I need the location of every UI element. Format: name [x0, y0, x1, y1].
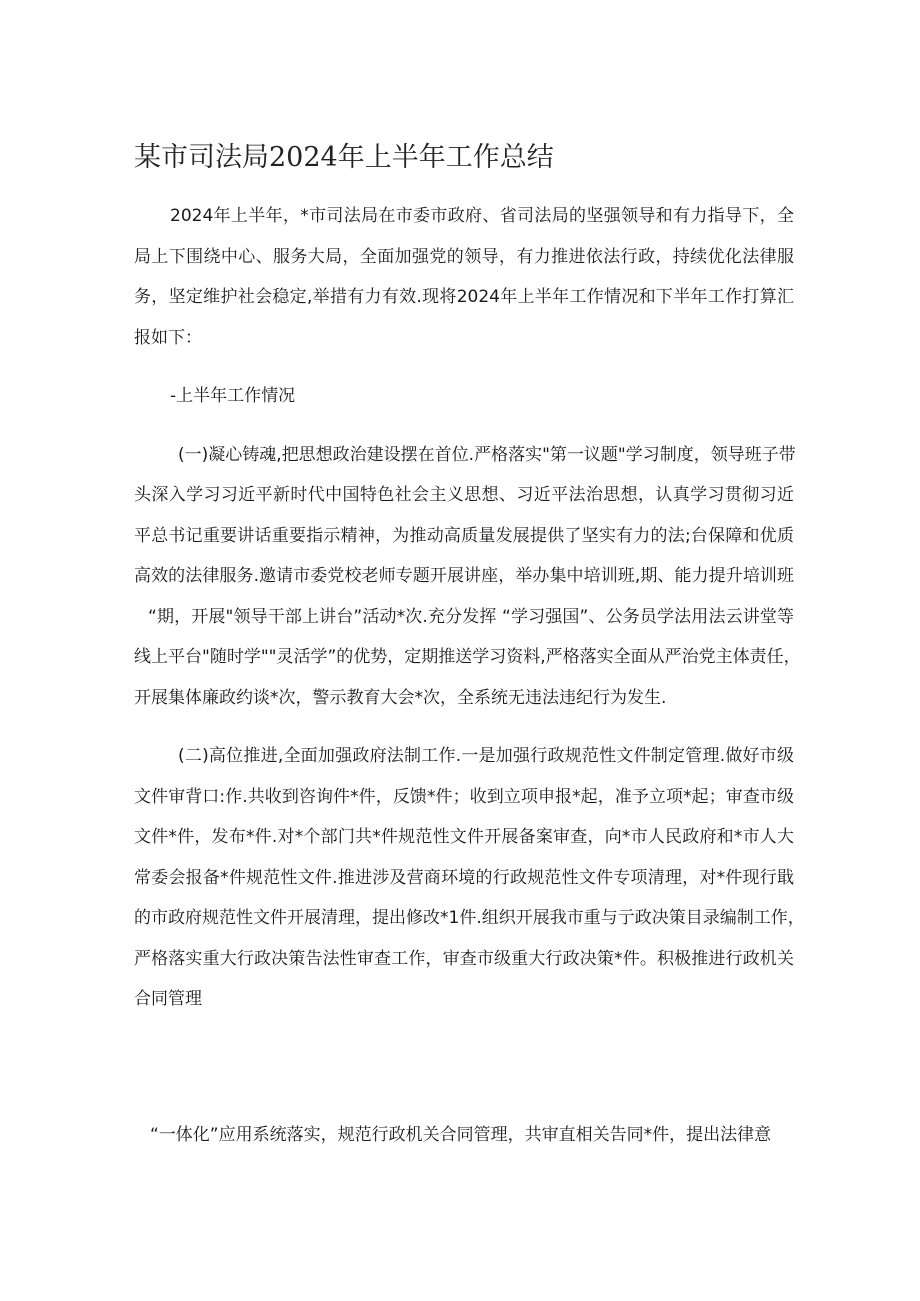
- intro-paragraph: [134, 196, 794, 358]
- text-line: 务，坚定维护社会稳定,举措有力有效.现将2024年上半年工作情况和下半年工作打算汇: [134, 287, 794, 307]
- text-line: (一)凝心铸魂,把思想政治建设摆在首位.严格落实"第一议题"学习制度，领导班子带: [178, 444, 796, 465]
- text-line: 头深入学习习近平新时代中国特色社会主义思想、习近平法治思想，认真学习贯彻习近: [134, 485, 794, 505]
- text-line: 高效的法律服务.邀请市委党校老师专题开展讲座，举办集中培训班,期、能力提升培训班: [134, 566, 794, 586]
- section-heading: [134, 376, 794, 417]
- document-title: 某市司法局2024年上半年工作总结: [134, 142, 554, 173]
- paragraph-three: [150, 1120, 771, 1145]
- text-line: 局上下围绕中心、服务大局，全面加强党的领导，有力推进依法行政，持续优化法律服: [134, 246, 794, 267]
- paragraph-two: [134, 736, 805, 1020]
- text-line: 文件审背口:作.共收到咨询件*件，反馈*件；收到立项申报*起，准予立项*起；审查市级: [134, 786, 794, 807]
- text-line: “期，开展"领导干部上讲台”活动*次.充分发挥 “学习强国”、公务员学法用法云讲堂等: [148, 606, 794, 627]
- document-body: [134, 196, 805, 1020]
- text-line: 报如下：: [134, 327, 202, 348]
- text-line: (二)高位推进,全面加强政府法制工作.一是加强行政规范性文件制定管理.做好市级: [178, 746, 794, 766]
- text-line: -上半年工作情况: [170, 386, 296, 406]
- text-line: 开展集体廉政约谈*次，警示教育大会*次，全系统无违法违纪行为发生.: [134, 687, 667, 708]
- text-line: 严格落实重大行政决策告法性审查工作，审查市级重大行政决策*件。积极推进行政机关: [134, 948, 794, 969]
- text-line: “一体化”应用系统落实，规范行政机关合同管理，共审直相关告同*件，提出法律意: [150, 1125, 772, 1145]
- text-line: 常委会报备*件规范性文件.推进涉及营商环境的行政规范性文件专项清理，对*件现行戢: [134, 867, 794, 888]
- text-line: 线上平台"随时学""灵活学”的优势，定期推送学习资料,严格落实全面从严治党主体责任，: [134, 647, 801, 667]
- paragraph-one: [134, 435, 801, 719]
- text-line: 的市政府规范性文件开展清理，提出修改*1件.组织开展我市重与亍政决策目录编制工作，: [134, 908, 805, 928]
- text-line: 合同管理: [134, 989, 202, 1009]
- text-line: 2024年上半年，*市司法局在市委市政府、省司法局的坚强领导和有力指导下，全: [170, 206, 794, 226]
- text-line: 文件*件，发布*件.对*个部门共*件规范性文件开展备案审查，向*市人民政府和*市人大: [134, 827, 794, 847]
- text-line: 平总书记重要讲话重要指示精神，为推动高质量发展提供了坚实有力的法;台保障和优质: [134, 525, 794, 546]
